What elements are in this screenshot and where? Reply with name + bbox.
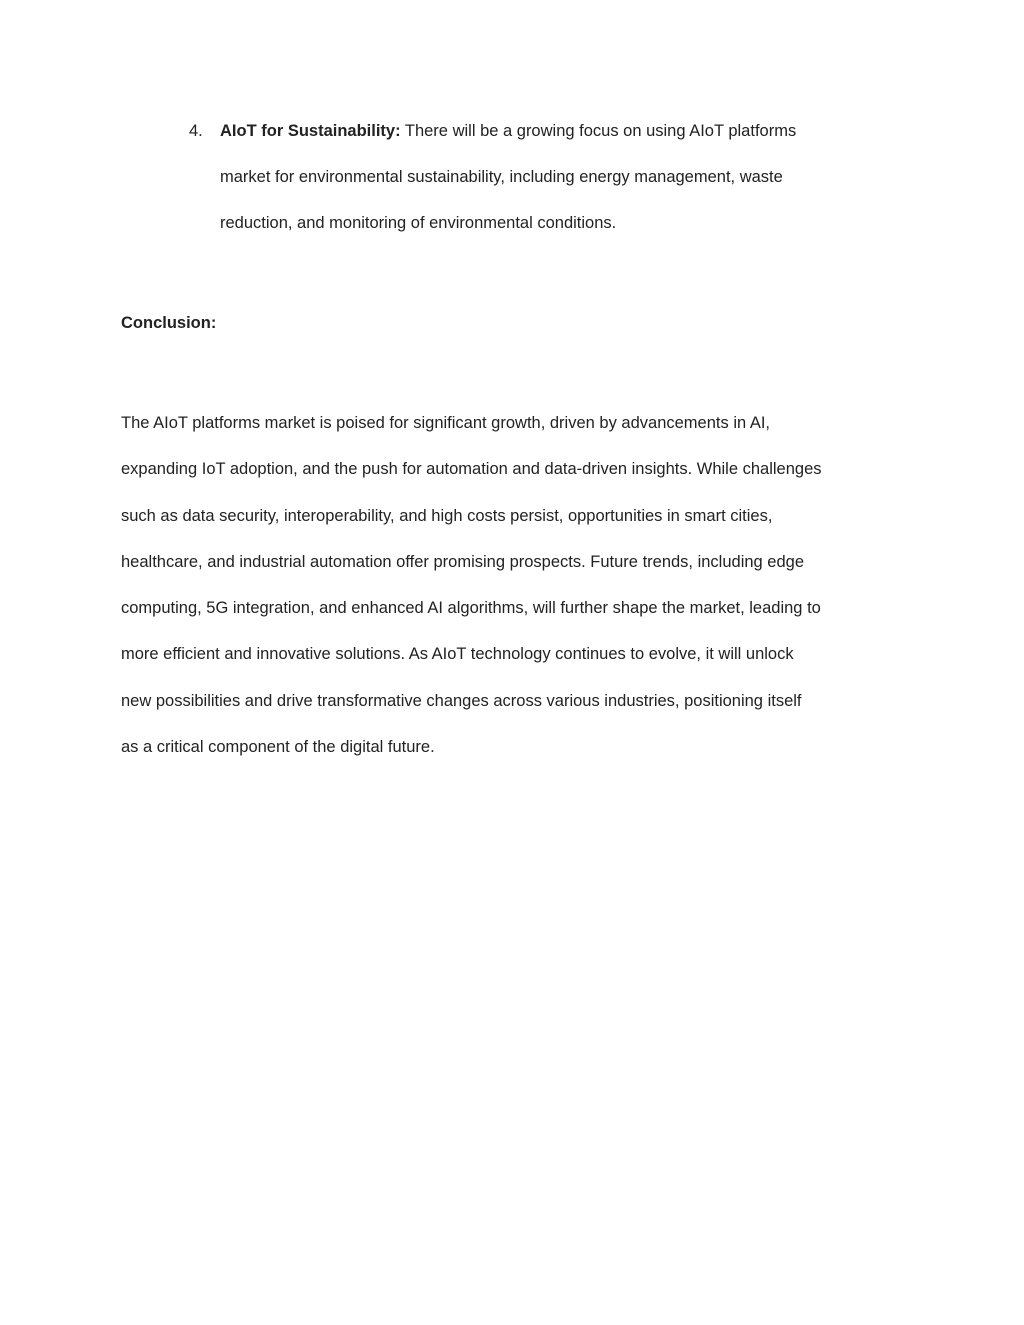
paragraph-line: computing, 5G integration, and enhanced AI algorithms, will further shape the market, leading to xyxy=(121,599,821,618)
paragraph-line: new possibilities and drive transformative changes across various industries, positioning itself xyxy=(121,691,802,710)
list-item-line xyxy=(220,116,880,146)
list-item-number: 4. xyxy=(189,122,203,140)
conclusion-paragraph xyxy=(121,408,911,762)
conclusion-heading: Conclusion: xyxy=(121,314,217,332)
paragraph-line: The AIoT platforms market is poised for significant growth, driven by advancements in AI, xyxy=(121,414,771,432)
list-item-line: reduction, and monitoring of environmental conditions. xyxy=(220,214,617,232)
paragraph-line: expanding IoT adoption, and the push for automation and data-driven insights. While challenges xyxy=(121,460,822,479)
paragraph-line: more efficient and innovative solutions. As AIoT technology continues to evolve, it will unlock xyxy=(121,645,794,664)
list-item-bold-label: AIoT for Sustainability: xyxy=(220,122,401,140)
paragraph-line: healthcare, and industrial automation offer promising prospects. Future trends, including edge xyxy=(121,552,805,571)
list-item-line: market for environmental sustainability, including energy management, waste xyxy=(220,168,783,186)
paragraph-line: as a critical component of the digital future. xyxy=(121,738,435,757)
list-item-text: There will be a growing focus on using AIoT platforms xyxy=(400,122,797,140)
paragraph-line: such as data security, interoperability, and high costs persist, opportunities in smart cities, xyxy=(121,506,773,525)
list-item-body xyxy=(220,116,880,238)
